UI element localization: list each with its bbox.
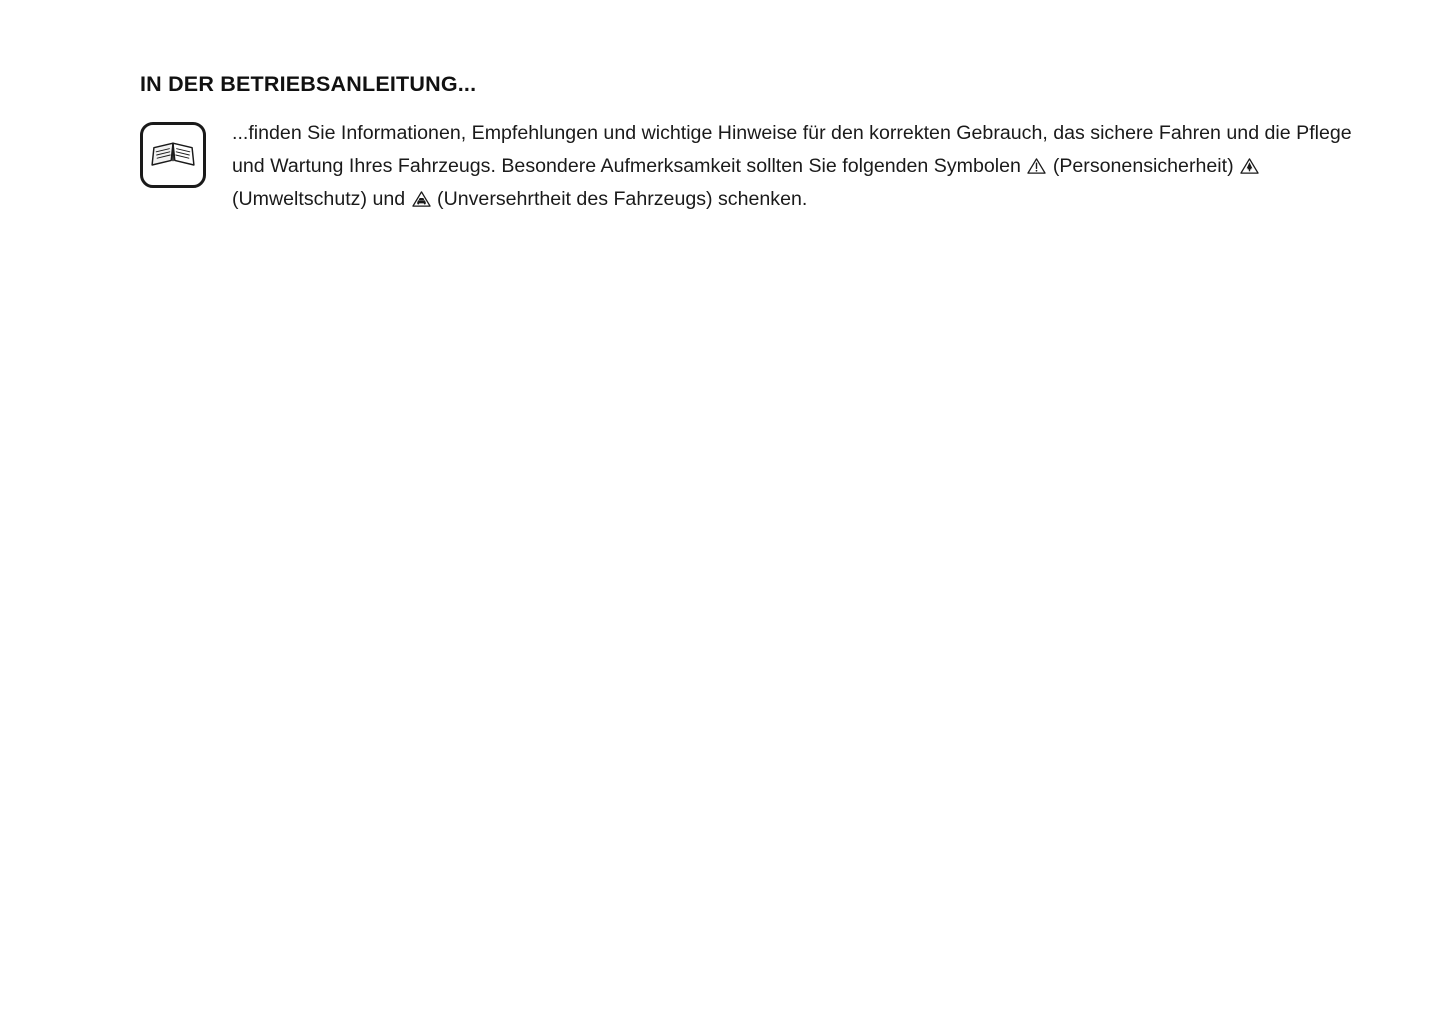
symbol-3-label: (Unversehrtheit des Fahrzeugs) schenken. (437, 188, 808, 211)
page-title: IN DER BETRIEBSANLEITUNG... (140, 72, 477, 96)
vehicle-integrity-triangle-icon (412, 190, 431, 208)
environment-tree-triangle-icon (1240, 157, 1259, 175)
intro-body-row (140, 117, 1385, 216)
manual-intro-section (140, 72, 1385, 236)
symbol-2-label: (Umweltschutz) und (232, 188, 406, 211)
intro-paragraph (232, 117, 1385, 216)
open-manual-book-icon (140, 122, 206, 188)
intro-text-part-1: ...finden Sie Informationen, Empfehlungen und wichtige Hinweise für den korrekten Gebrauch, das sichere Fahren und die Pflege und Wartung Ihres Fahrzeugs. Besondere Aufmerksamkeit sollten Sie folgenden Symbolen (232, 122, 1352, 178)
symbol-1-label: (Personensicherheit) (1052, 155, 1234, 178)
warning-exclamation-triangle-icon (1027, 157, 1046, 175)
